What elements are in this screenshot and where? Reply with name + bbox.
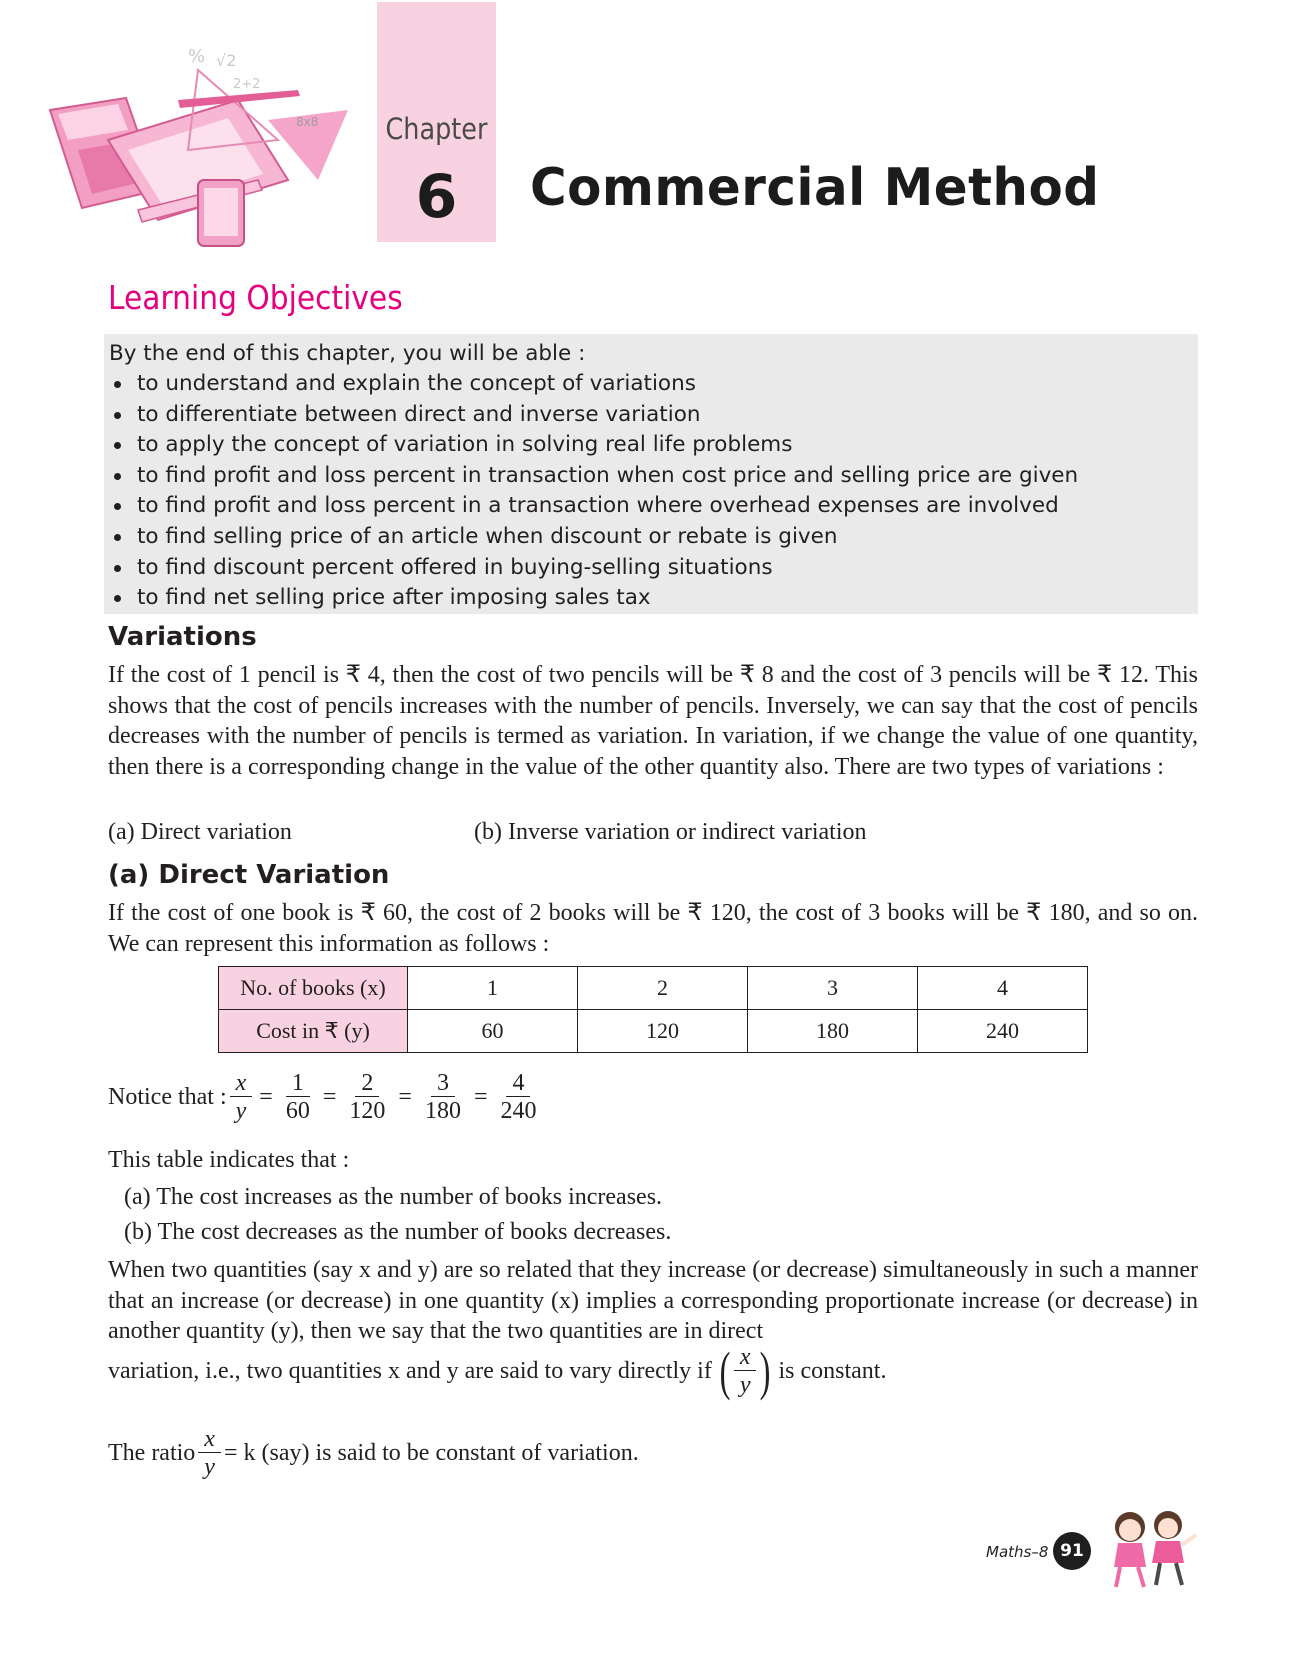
- fraction: $\frac{1}{60}$: [285, 1070, 310, 1124]
- chapter-label: Chapter: [385, 112, 488, 146]
- chapter-title: Commercial Method: [530, 158, 1100, 218]
- chapter-badge: [377, 2, 496, 242]
- point-b: (b) The cost decreases as the number of books decreases.: [124, 1219, 672, 1245]
- learning-objectives-box: [104, 334, 1198, 614]
- direct-variation-paragraph: If the cost of one book is ₹ 60, the cost of 2 books will be ₹ 120, the cost of 3 books will be ₹ 180, and so on. We can represent this information as follows :: [108, 900, 1198, 957]
- row-label-cost: Cost in ₹ (y): [219, 1010, 408, 1053]
- objectives-list: [109, 369, 1198, 614]
- direct-variation-heading: (a) Direct Variation: [108, 860, 390, 890]
- fraction: $\frac{x}{y}$: [230, 1070, 253, 1125]
- row-label-books: No. of books (x): [219, 967, 408, 1010]
- table-cell: 60: [408, 1010, 578, 1053]
- table-cell: 240: [918, 1010, 1088, 1053]
- book-label: Maths–8: [986, 1543, 1049, 1561]
- table-cell: 2: [578, 967, 748, 1010]
- variation-type-b: (b) Inverse variation or indirect variation: [474, 819, 867, 845]
- page-number: 91: [1053, 1532, 1091, 1570]
- illustration-label-4: 8x8: [296, 115, 319, 129]
- variation-type-a: (a) Direct variation: [108, 819, 292, 845]
- objective-item: to apply the concept of variation in solving real life problems: [109, 430, 1198, 461]
- table-row: [219, 967, 1088, 1010]
- books-cost-table: [218, 966, 1088, 1053]
- illustration-label-1: %: [188, 46, 206, 67]
- illustration-label-2: √2: [216, 51, 237, 70]
- table-indicates-text: This table indicates that :: [108, 1147, 350, 1173]
- table-cell: 1: [408, 967, 578, 1010]
- objectives-intro: By the end of this chapter, you will be able :: [109, 341, 586, 366]
- table-cell: 3: [748, 967, 918, 1010]
- direct-definition: When two quantities (say x and y) are so related that they increase (or decrease) simultaneously in such a manner that an increase (or decrease) in one quantity (x) implies a corresponding proportionate increase (or decrease) in another quantity (y), then we say that the two quantities are in direct: [108, 1257, 1198, 1344]
- point-a: (a) The cost increases as the number of books increases.: [124, 1184, 663, 1210]
- objective-item: to find net selling price after imposing sales tax: [109, 583, 1198, 614]
- illustration-label-3: 2+2: [233, 77, 261, 92]
- objective-item: to find discount percent offered in buying-selling situations: [109, 553, 1198, 584]
- variations-paragraph: If the cost of 1 pencil is ₹ 4, then the cost of two pencils will be ₹ 8 and the cost of 3 pencils will be ₹ 12. This shows that the cost of pencils increases with the number of pencils. Inversely, we can say that the cost of pencils decreases with the number of pencils is termed as variation. In variation, if we change the value of one quantity, then there is a corresponding change in the value of the other quantity also. There are two types of variations :: [108, 662, 1198, 780]
- notice-label: Notice that :: [108, 1084, 227, 1110]
- fraction: $\frac{4}{240}$: [500, 1070, 537, 1124]
- objective-item: to differentiate between direct and inverse variation: [109, 400, 1198, 431]
- ratio-label: The ratio: [108, 1440, 196, 1466]
- ratio-constant-text: = k (say) is said to be constant of variation.: [223, 1440, 639, 1466]
- notice-equation: Notice that : $\frac{x}{y}$ = $\frac{1}{60}$ = $\frac{2}{120}$ = $\frac{3}{180}$ = $\frac{4}{240}$: [108, 1070, 545, 1125]
- kids-illustration: [1100, 1505, 1200, 1595]
- table-cell: 120: [578, 1010, 748, 1053]
- objective-item: to find profit and loss percent in transaction when cost price and selling price are given: [109, 461, 1198, 492]
- table-cell: 4: [918, 967, 1088, 1010]
- chapter-illustration: [48, 30, 368, 260]
- objective-item: to find profit and loss percent in a transaction where overhead expenses are involved: [109, 491, 1198, 522]
- variations-heading: Variations: [108, 622, 257, 652]
- fraction: $\frac{3}{180}$: [424, 1070, 461, 1124]
- fraction: $\frac{x}{y}$: [734, 1344, 757, 1399]
- fraction: $\frac{x}{y}$: [198, 1426, 221, 1481]
- fraction: $\frac{2}{120}$: [349, 1070, 386, 1124]
- table-cell: 180: [748, 1010, 918, 1053]
- table-row: [219, 1010, 1088, 1053]
- chapter-number: 6: [415, 162, 458, 232]
- ratio-line: [108, 1426, 639, 1481]
- direct-definition-end: variation, i.e., two quantities x and y are said to vary directly if ( $\frac{x}{y}$ ) is constant.: [108, 1341, 887, 1401]
- objective-item: to find selling price of an article when discount or rebate is given: [109, 522, 1198, 553]
- definition-constant-text: is constant.: [778, 1357, 887, 1384]
- definition-end-text: variation, i.e., two quantities x and y are said to vary directly if: [108, 1357, 712, 1384]
- learning-objectives-heading: Learning Objectives: [108, 278, 403, 317]
- objective-item: to understand and explain the concept of variations: [109, 369, 1198, 400]
